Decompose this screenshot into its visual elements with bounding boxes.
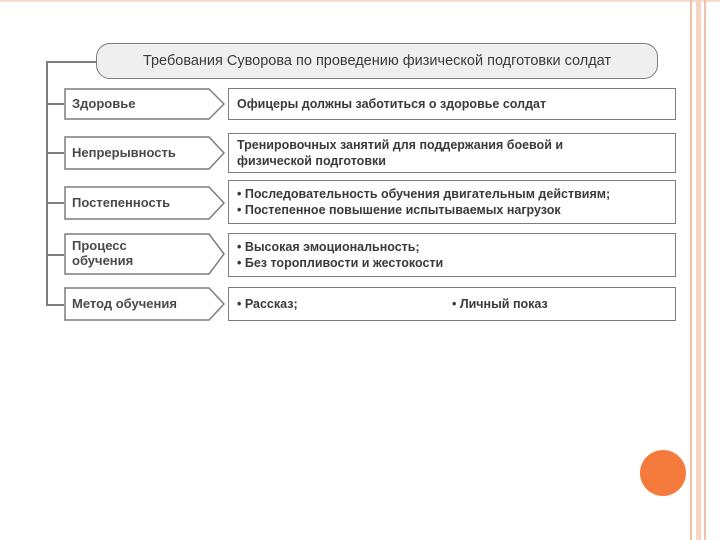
label-text: обучения (72, 253, 134, 268)
label-text: Постепенность (72, 194, 171, 210)
desc-teaching-method (228, 287, 676, 321)
connector-spine (46, 61, 48, 305)
desc-line: Офицеры должны заботиться о здоровье солдат (237, 96, 547, 111)
label-text: Непрерывность (72, 144, 176, 160)
connector-branch (46, 304, 64, 306)
label-text: Процесс (72, 238, 127, 254)
diagram-title-text: Требования Суворова по проведению физической подготовки солдат (142, 53, 612, 69)
desc-continuity (228, 133, 676, 173)
method-item: • Личный показ (452, 296, 548, 311)
label-text: Здоровье (72, 95, 136, 111)
desc-gradualness (228, 180, 676, 224)
label-health (64, 88, 226, 120)
connector-branch (46, 202, 64, 204)
connector-line (46, 61, 96, 63)
label-text: Метод обучения (72, 295, 177, 311)
decorative-circle (640, 450, 686, 496)
connector-branch (46, 254, 64, 256)
desc-line: • Без торопливости и жестокости (237, 256, 444, 270)
label-gradualness (64, 186, 226, 220)
desc-line: • Высокая эмоциональность; (237, 239, 420, 254)
label-continuity (64, 136, 226, 170)
diagram-title (96, 43, 658, 79)
desc-line: • Последовательность обучения двигательным действиям; (237, 186, 611, 201)
desc-line: • Постепенное повышение испытываемых нагрузок (237, 203, 561, 217)
desc-line: физической подготовки (237, 154, 386, 168)
desc-line: Тренировочных занятий для поддержания боевой и (237, 137, 564, 152)
label-learning-process (64, 233, 226, 275)
method-item: • Рассказ; (237, 296, 298, 311)
connector-branch (46, 103, 64, 105)
connector-branch (46, 152, 64, 154)
label-teaching-method (64, 287, 226, 321)
desc-learning-process (228, 233, 676, 277)
desc-health (228, 88, 676, 120)
